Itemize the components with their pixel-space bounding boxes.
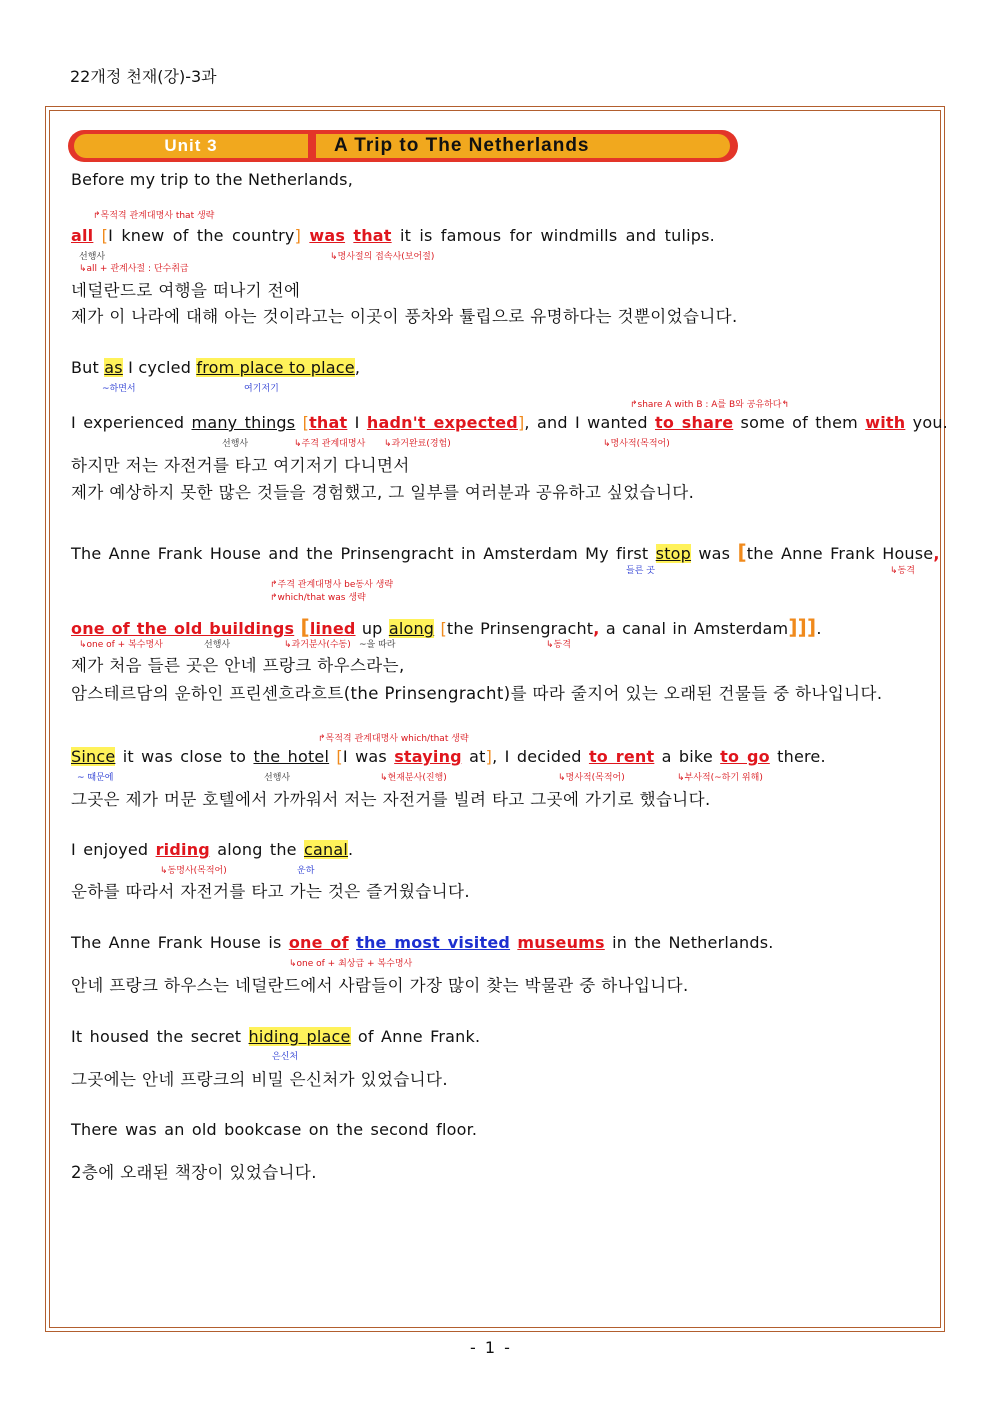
p2-and-wanted: , and I wanted (524, 413, 648, 432)
p3-bracket-2: [ (300, 615, 310, 639)
p2-note-fpp: 여기저기 (244, 384, 279, 394)
p4-note-progressive: ↳현재분사(진행) (380, 773, 447, 783)
p3-lead: The Anne Frank House and the Prinsengracht in Amsterdam My first (71, 544, 649, 563)
p5-along-the: along the (217, 840, 297, 859)
p3-word-was: was (698, 544, 731, 563)
p8-english-1: There was an old bookcase on the second floor. (71, 1120, 478, 1139)
p3-one-of-buildings: one of the old buildings (71, 619, 295, 638)
p2-korean-2: 제가 예상하지 못한 많은 것들을 경험했고, 그 일부를 여러분과 공유하고 싶었습니다. (71, 483, 695, 502)
p3-english-1 (71, 540, 940, 564)
p1-korean-1: 네덜란드로 여행을 떠나기 전에 (71, 281, 301, 300)
p3-note-antecedent: 선행사 (204, 640, 231, 650)
p5-word-canal: canal (304, 840, 349, 859)
p2-note-past-perfect: ↳과거완료(경험) (384, 439, 451, 449)
p3-note-along: ~을 따라 (359, 640, 396, 650)
p3-word-lined: lined (309, 619, 356, 638)
unit-title: A Trip to The Netherlands (334, 135, 590, 156)
p4-to-rent: to rent (588, 747, 655, 766)
p4-english-1 (71, 747, 826, 766)
p2-from-place-to-place: from place to place (196, 358, 355, 377)
p6-tail: in the Netherlands. (612, 933, 774, 952)
p1-clause-rest: it is famous for windmills and tulips. (399, 226, 715, 245)
p2-hadnt-expected: hadn't expected (366, 413, 518, 432)
p1-bracket-close: ] (294, 226, 302, 245)
p7-note: 은신처 (272, 1052, 299, 1062)
p4-note-antecedent: 선행사 (264, 773, 291, 783)
p6-note: ↳one of + 최상급 + 복수명사 (289, 959, 413, 969)
p3-comma-2: , (593, 619, 600, 638)
p4-word-at: at (469, 747, 486, 766)
p6-english-1 (71, 933, 774, 952)
p1-word-was: was (309, 226, 346, 245)
p3-korean-1: 제가 처음 들른 곳은 안네 프랑크 하우스라는, (71, 656, 405, 675)
p2-english-2 (71, 413, 948, 432)
p1-english-1: Before my trip to the Netherlands, (71, 170, 353, 189)
p2-word-that: that (309, 413, 348, 432)
p3-dot: . (816, 619, 822, 638)
p4-decided: , I decided (492, 747, 582, 766)
p2-word-with: with (865, 413, 906, 432)
p4-note-noun: ↳명사적(목적어) (558, 773, 625, 783)
p1-bracket-open: [ (101, 226, 109, 245)
p3-bracket-3: [ (440, 619, 447, 638)
p7-tail: of Anne Frank. (357, 1027, 481, 1046)
p3-anne-frank-house: the Anne Frank House (746, 544, 934, 563)
p4-i-was: I was (342, 747, 387, 766)
p1-english-2 (71, 226, 715, 245)
p2-many-things: many things (191, 413, 296, 432)
p3-note-appositive: ↳동격 (890, 566, 915, 576)
p2-note-share: ↱share A with B : A를 B와 공유하다↰ (630, 400, 790, 410)
p1-relative-clause: I knew of the country (108, 226, 295, 245)
p3-note-rel-2: ↱which/that was 생략 (270, 593, 366, 603)
p7-korean-1: 그곳에는 안네 프랑크의 비밀 은신처가 있었습니다. (71, 1070, 448, 1089)
p2-cycled: I cycled (128, 358, 192, 377)
p1-korean-2: 제가 이 나라에 대해 아는 것이라고는 이곳이 풍차와 튤립으로 유명하다는 것뿐이었습니다. (71, 307, 738, 326)
p2-bracket-open: [ (302, 413, 310, 432)
p1-note-conj: ↳명사절의 접속사(보어절) (330, 252, 435, 262)
p3-note-rel-1: ↱주격 관계대명사 be동사 생략 (270, 580, 394, 590)
p3-note-past-participle: ↳과거분사(수동) (284, 640, 351, 650)
p7-english-1 (71, 1027, 480, 1046)
p4-the-hotel: the hotel (253, 747, 330, 766)
p1-note-all-rel: ↳all + 관계사절 : 단수취급 (79, 264, 189, 274)
p2-word-but: But (71, 358, 99, 377)
p3-prinsengracht: the Prinsengracht (446, 619, 594, 638)
p4-korean-1: 그곳은 제가 머문 호텔에서 가까워서 저는 자전거를 빌려 타고 그곳에 가기로 했습니다. (71, 790, 711, 809)
p3-korean-2: 암스테르담의 운하인 프린센흐라흐트(the Prinsengracht)를 따라 줄지어 있는 오래된 건물들 중 하나입니다. (71, 684, 883, 703)
p1-note-relative: ↱목적격 관계대명사 that 생략 (93, 211, 215, 221)
p5-enjoyed: I enjoyed (71, 840, 149, 859)
p3-comma: , (933, 544, 940, 563)
p2-english-1 (71, 358, 360, 377)
document-header: 22개정 천재(강)-3과 (70, 67, 217, 86)
p3-note-appositive-2: ↳동격 (546, 640, 571, 650)
p4-a-bike: a bike (661, 747, 713, 766)
p1-word-all: all (71, 226, 94, 245)
p2-note-noun: ↳명사적(목적어) (603, 439, 670, 449)
p1-note-antecedent: 선행사 (79, 252, 106, 262)
p4-word-staying: staying (394, 747, 462, 766)
p2-to-share: to share (654, 413, 734, 432)
p2-comma: , (354, 358, 361, 377)
p2-some-of-them: some of them (740, 413, 858, 432)
unit-label: Unit 3 (164, 136, 218, 155)
p3-note-stop: 들른 곳 (626, 566, 655, 576)
p6-most-visited: the most visited (356, 933, 511, 952)
p3-word-up: up (361, 619, 383, 638)
p4-to-go: to go (720, 747, 770, 766)
p4-there: there. (777, 747, 826, 766)
p5-note-gerund: ↳동명사(목적어) (160, 866, 227, 876)
p3-english-2 (71, 615, 822, 639)
p5-korean-1: 운하를 따라서 자전거를 타고 가는 것은 즐거웠습니다. (71, 882, 470, 901)
p3-bracket-open: [ (737, 540, 747, 564)
p6-museums: museums (517, 933, 605, 952)
p2-word-as: as (104, 358, 123, 377)
p6-korean-1: 안네 프랑크 하우스는 네덜란드에서 사람들이 가장 많이 찾는 박물관 중 하나입니다. (71, 976, 689, 995)
p1-word-that: that (353, 226, 392, 245)
p2-word-you: you. (912, 413, 948, 432)
p5-note-canal: 운하 (297, 866, 315, 876)
p6-one-of: one of (288, 933, 349, 952)
p5-word-riding: riding (155, 840, 210, 859)
p4-close-to: it was close to (122, 747, 247, 766)
p2-word-i: I (354, 413, 360, 432)
p4-bracket-close: ] (485, 747, 493, 766)
p2-note-as: ~하면서 (102, 384, 136, 394)
p3-brackets-close: ]]] (788, 615, 817, 639)
p2-note-subject-rel: ↳주격 관계대명사 (294, 439, 366, 449)
p3-note-one-of: ↳one of + 복수명사 (79, 640, 163, 650)
p5-english-1 (71, 840, 353, 859)
p3-canal: a canal in Amsterdam (605, 619, 789, 638)
p6-lead: The Anne Frank House is (71, 933, 282, 952)
p4-note-relative: ↱목적격 관계대명사 which/that 생략 (318, 734, 469, 744)
p3-word-stop: stop (655, 544, 692, 563)
p4-bracket-open: [ (336, 747, 343, 766)
p4-word-since: Since (71, 747, 116, 766)
p2-bracket-close: ] (517, 413, 525, 432)
p3-word-along: along (388, 619, 435, 638)
p7-lead: It housed the secret (71, 1027, 242, 1046)
p4-note-adverbial: ↳부사적(~하기 위해) (677, 773, 763, 783)
p7-hiding-place: hiding place (248, 1027, 351, 1046)
page-number: - 1 - (470, 1338, 512, 1357)
p2-experienced: I experienced (71, 413, 185, 432)
p8-korean-1: 2층에 오래된 책장이 있었습니다. (71, 1163, 317, 1182)
p5-dot: . (348, 840, 354, 859)
p4-note-since: ~ 때문에 (77, 773, 114, 783)
p2-note-antecedent: 선행사 (222, 439, 249, 449)
p2-korean-1: 하지만 저는 자전거를 타고 여기저기 다니면서 (71, 456, 410, 475)
